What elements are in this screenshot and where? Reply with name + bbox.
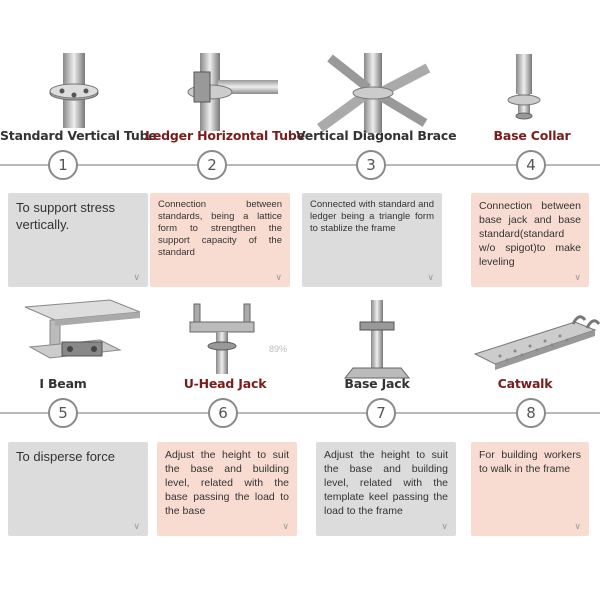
description-card: [8, 442, 148, 536]
chevron-down-icon: ∨: [441, 522, 448, 532]
card-text: Connection between base jack and base standard(standard w/o spigot)to make leveling: [479, 200, 581, 268]
card-text: Adjust the height to suit the base and building level, related with the template keel passing the load to the frame: [324, 449, 448, 517]
item-title: U-Head Jack: [183, 376, 267, 391]
item-title: Standard Vertical Tube: [0, 128, 157, 143]
description-card: [157, 442, 297, 536]
step-number-badge: 1: [48, 150, 78, 180]
step-number-badge: 7: [366, 398, 396, 428]
timeline-divider: [0, 412, 600, 414]
card-text: To support stress vertically.: [16, 200, 115, 232]
chevron-down-icon: ∨: [574, 522, 581, 532]
card-text: To disperse force: [16, 449, 115, 464]
base-jack-icon: [305, 294, 455, 384]
timeline-divider: [0, 164, 600, 166]
chevron-down-icon: ∨: [133, 522, 140, 532]
card-text: Adjust the height to suit the base and building level, related with the base passing the load to the base: [165, 449, 289, 517]
ledger-horizontal-tube-icon: [150, 48, 300, 138]
chevron-down-icon: ∨: [574, 273, 581, 283]
base-collar-icon: [450, 48, 600, 138]
item-title: Base Collar: [493, 128, 571, 143]
step-number-badge: 4: [516, 150, 546, 180]
item-title: Catwalk: [497, 376, 553, 391]
card-text: Connection between standards, being a lattice form to strengthen the support capacity of the standard: [158, 199, 282, 258]
description-card: [316, 442, 456, 536]
step-number-badge: 3: [356, 150, 386, 180]
catwalk-icon: [455, 294, 600, 384]
chevron-down-icon: ∨: [427, 273, 434, 283]
description-card: [150, 193, 290, 287]
chevron-down-icon: ∨: [275, 273, 282, 283]
item-title: Ledger Horizontal Tube: [145, 128, 305, 143]
card-text: For building workers to walk in the frame: [479, 449, 581, 475]
item-title: I Beam: [39, 376, 87, 391]
description-card: [471, 193, 589, 287]
step-number-badge: 2: [197, 150, 227, 180]
item-title: Base Jack: [344, 376, 410, 391]
step-number-badge: 6: [208, 398, 238, 428]
item-title: Vertical Diagonal Brace: [296, 128, 457, 143]
description-card: [302, 193, 442, 287]
chevron-down-icon: ∨: [133, 273, 140, 283]
card-text: Connected with standard and ledger being a triangle form to stablize the frame: [310, 199, 434, 234]
step-number-badge: 5: [48, 398, 78, 428]
description-card: [471, 442, 589, 536]
u-head-jack-icon: [150, 294, 300, 384]
vertical-diagonal-brace-icon: [300, 48, 450, 138]
description-card: [8, 193, 148, 287]
chevron-down-icon: ∨: [282, 522, 289, 532]
standard-vertical-tube-icon: [0, 48, 150, 138]
zoom-level-label: 89%: [269, 344, 288, 354]
step-number-badge: 8: [516, 398, 546, 428]
i-beam-icon: [10, 292, 160, 382]
